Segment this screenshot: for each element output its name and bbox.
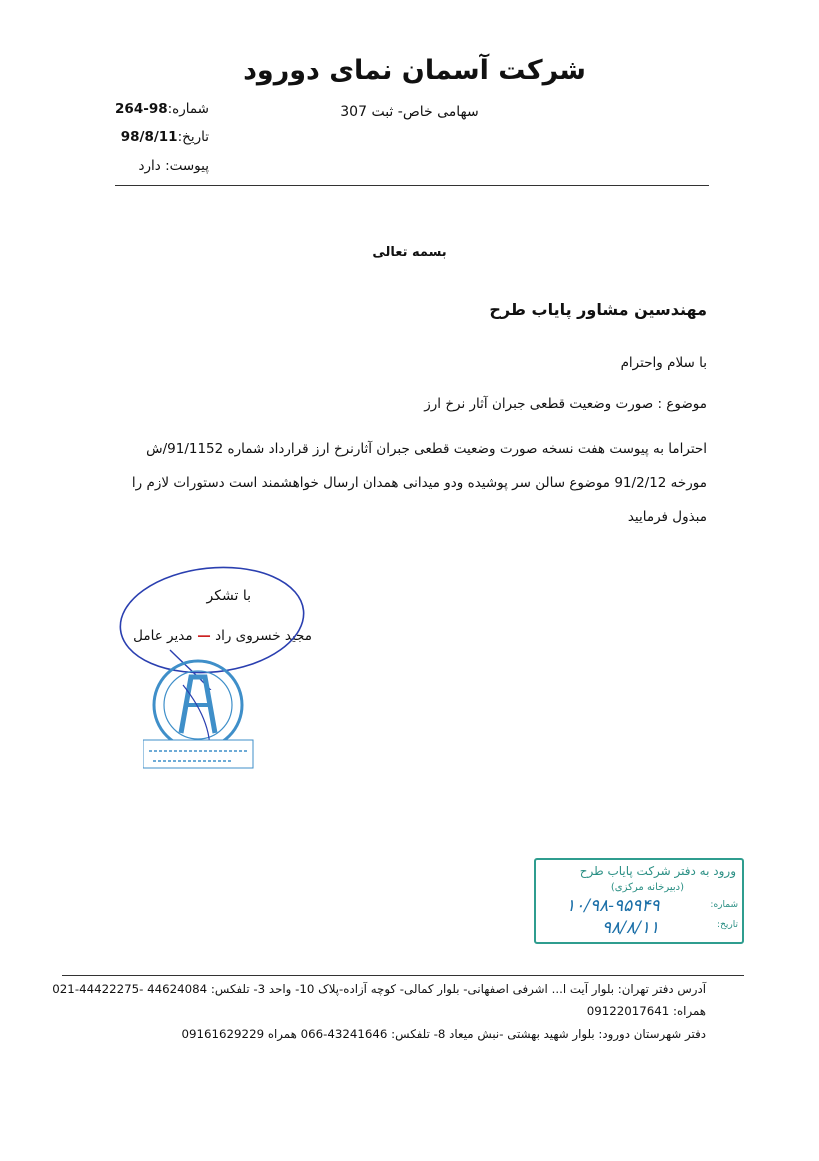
- letter-date: [121, 129, 209, 145]
- receipt-number-value: ۱۰/۹۸-۹۵۹۴۹: [566, 896, 660, 916]
- letter-date-label: تاریخ:: [177, 129, 209, 145]
- footer-doroud-address: دفتر شهرستان دورود: بلوار شهید بهشتی -نبش میعاد 8- تلفکس: 43241646-066 همراه 09161629229: [181, 1027, 706, 1041]
- letter-body: [107, 432, 707, 534]
- footer-tehran-address: آدرس دفتر تهران: بلوار آیت ا... اشرفی اصفهانی- بلوار کمالی- کوچه آزاده-پلاک 10- واحد 3- تلفکس: 44624084 -44422275-021: [52, 982, 706, 996]
- company-seal: [143, 655, 258, 770]
- signer-name: مجید خسروی راد: [215, 628, 312, 644]
- body-line: احتراما به پیوست هفت نسخه صورت وضعیت قطعی جبران آثارنرخ ارز قرارداد شماره 91/1152/ش: [146, 441, 707, 457]
- closing: با تشکر: [206, 588, 251, 604]
- receipt-number-label: شماره:: [710, 900, 738, 910]
- letter-number-label: شماره:: [167, 101, 209, 117]
- letter-date-value: 98/8/11: [120, 129, 178, 145]
- receipt-date-value: ۹۸/۸/۱۱: [602, 918, 660, 938]
- greeting: با سلام واحترام: [620, 355, 707, 371]
- invocation: بسمه تعالی: [372, 245, 447, 260]
- letter-number-value: 98-264: [115, 101, 168, 117]
- header-divider: [115, 185, 709, 186]
- body-line: مبذول فرمایید: [627, 509, 707, 525]
- company-name: شرکت آسمان نمای دورود: [243, 55, 586, 86]
- receipt-stamp: [534, 858, 744, 944]
- letter-number: [115, 101, 209, 117]
- letter-attachment: پیوست: دارد: [138, 158, 209, 174]
- signer: مجید خسروی راد — مدیر عامل: [133, 628, 312, 644]
- signer-title: مدیر عامل: [133, 628, 193, 644]
- body-line: مورخه 91/2/12 موضوع سالن سر پوشیده ودو میدانی همدان ارسال خواهشمند است دستورات لازم را: [131, 475, 707, 491]
- receipt-date-label: تاریخ:: [717, 920, 738, 930]
- receipt-stamp-subtitle: (دبیرخانه مرکزی): [610, 882, 684, 893]
- footer-tehran-mobile: همراه: 09122017641: [586, 1004, 706, 1018]
- subject-line: موضوع : صورت وضعیت قطعی جبران آثار نرخ ارز: [424, 396, 707, 412]
- company-registration: سهامی خاص- ثبت 307: [340, 104, 479, 120]
- footer-divider: [62, 975, 744, 976]
- recipient: مهندسین مشاور پایاب طرح: [489, 300, 707, 319]
- receipt-stamp-title: ورود به دفتر شرکت پایاب طرح: [579, 864, 736, 878]
